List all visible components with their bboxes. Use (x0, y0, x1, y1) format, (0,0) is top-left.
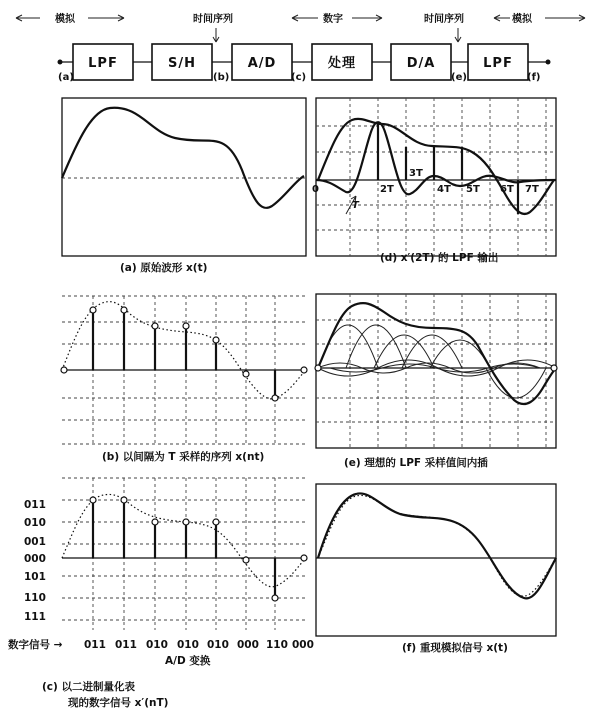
digital-code: 000 (292, 639, 314, 651)
arrow-right-digital-icon (352, 15, 382, 21)
panel-a-frame (62, 98, 306, 256)
caption-b: (b) 以间隔为 T 采样的序列 x(nt) (102, 451, 265, 463)
arrow-down-icon (455, 28, 461, 42)
tick-4t: 4T (437, 184, 451, 195)
code-y-110: 110 (24, 592, 46, 604)
digital-code: 011 (84, 639, 106, 651)
digital-code: 011 (115, 639, 137, 651)
point-e: (e) (451, 72, 467, 83)
input-node (58, 60, 63, 65)
code-y-101: 101 (24, 571, 46, 583)
point-c: (c) (291, 72, 307, 83)
arrow-right-analog-icon (88, 15, 124, 21)
point-f: (f) (527, 72, 541, 83)
code-y-010: 010 (24, 517, 46, 529)
panel-e-reconstruction (318, 303, 556, 404)
point-b: (b) (213, 72, 230, 83)
panel-a (62, 98, 306, 274)
tick-6t: 6T (500, 184, 514, 195)
output-node (546, 60, 551, 65)
header-time-seq-1: 时间序列 (193, 14, 233, 25)
panel-e-sinc-lobes (318, 325, 556, 398)
tick-3t: 3T (409, 168, 423, 179)
caption-a: (a) 原始波形 x(t) (120, 262, 208, 274)
arrow-left-analog-icon (16, 15, 40, 21)
block-da-label: D/A (406, 56, 436, 71)
caption-c-line2: 现的数字信号 x′(nT) (68, 697, 169, 709)
header-analog-right: 模拟 (512, 14, 532, 25)
panel-e-node (551, 365, 557, 371)
panel-b-samples (61, 307, 307, 401)
tick-0: 0 (312, 184, 319, 195)
tick-5t: 5T (466, 184, 480, 195)
panel-c (8, 478, 314, 709)
ad-conversion-label: A/D 变换 (165, 655, 211, 667)
panel-f-reconstructed (318, 493, 556, 598)
panel-c-vgrid (93, 478, 275, 630)
panel-f-frame (316, 484, 556, 636)
header-time-seq-2: 时间序列 (424, 14, 464, 25)
header-analog-left: 模拟 (55, 14, 75, 25)
panel-e-frame (316, 294, 556, 448)
code-y-011: 011 (24, 499, 46, 511)
arrow-left-analog-2-icon (494, 15, 510, 21)
block-sample-hold-label: S/H (168, 56, 196, 71)
header-digital: 数字 (323, 14, 343, 25)
arrow-down-icon (213, 28, 219, 42)
code-y-111: 111 (24, 611, 46, 623)
block-process-label: 处理 (327, 56, 357, 71)
panel-c-hgrid (62, 478, 306, 620)
caption-c-line1: (c) 以二进制量化表 (42, 681, 135, 693)
panel-f-original-dotted (318, 495, 556, 596)
panel-b (61, 296, 307, 463)
panel-d (312, 98, 556, 264)
panel-f (316, 484, 556, 654)
panel-e (315, 294, 557, 469)
digital-code: 010 (177, 639, 199, 651)
tick-7t: 7T (525, 184, 539, 195)
digital-code: 000 (237, 639, 259, 651)
digital-signal-label: 数字信号 → (8, 639, 63, 651)
block-ad-label: A/D (247, 56, 277, 71)
digital-code: 010 (146, 639, 168, 651)
block-lpf-out-label: LPF (483, 56, 513, 71)
panel-a-waveform (62, 108, 304, 208)
caption-d: (d) x′(2T) 的 LPF 输出 (380, 252, 499, 264)
block-diagram (16, 12, 585, 83)
caption-e: (e) 理想的 LPF 采样值间内插 (344, 457, 488, 469)
digital-code: 110 (266, 639, 288, 651)
arrow-left-digital-icon (292, 15, 318, 21)
panel-d-sinc-pulse (316, 122, 556, 194)
panel-e-node (315, 365, 321, 371)
block-lpf-in-label: LPF (88, 56, 118, 71)
panel-c-dotted-waveform (62, 494, 306, 586)
panel-d-hgrid (316, 126, 556, 230)
panel-b-dotted-waveform (62, 302, 306, 399)
code-y-001: 001 (24, 536, 46, 548)
tick-2t: 2T (380, 184, 394, 195)
point-a: (a) (58, 72, 74, 83)
digital-code: 010 (207, 639, 229, 651)
arrow-right-analog-2-icon (545, 15, 585, 21)
code-y-000: 000 (24, 553, 46, 565)
panel-c-samples (90, 497, 307, 601)
tick-t: T (352, 200, 359, 211)
caption-f: (f) 重现模拟信号 x(t) (402, 642, 508, 654)
